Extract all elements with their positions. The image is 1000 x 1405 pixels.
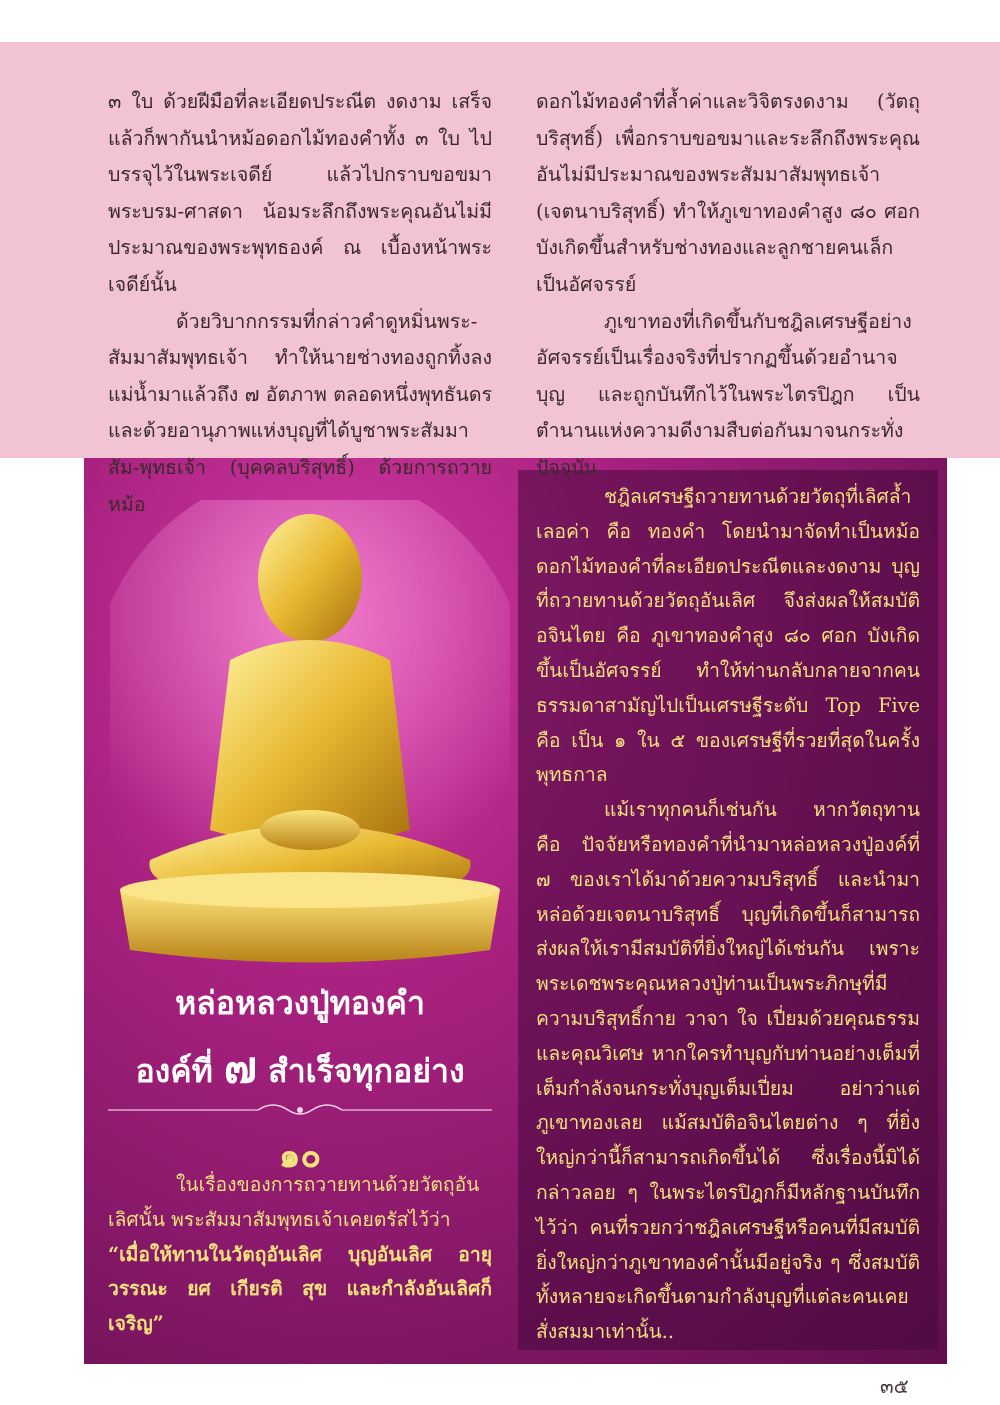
caption-line-1: หล่อหลวงปู่ทองคำ [175,984,425,1022]
caption-suffix: สำเร็จทุกอย่าง [268,1052,465,1090]
section-number: ๑๐ [278,1136,322,1176]
quote: “เมื่อให้ทานในวัตถุอันเลิศ บุญอันเลิศ อายุ วรรณะ ยศ เกียรติ สุข และกำลังอันเลิศก็เจริญ” [108,1242,492,1336]
bottom-right-column [536,480,920,1350]
paragraph: ภูเขาทองที่เกิดขึ้นกับชฎิลเศรษฐีอย่างอัศจรรย์เป็นเรื่องจริงที่ปรากฏขึ้นด้วยอำนาจบุญ และถูกบันทึกไว้ในพระไตรปิฎก เป็นตำนานแห่งความดีงามสืบต่อกันมาจนกระทั่งปัจจุบัน [536,309,920,479]
caption-prefix: องค์ที่ [135,1052,213,1090]
paragraph: ด้วยวิบากกรรมที่กล่าวคำดูหมิ่นพระ-สัมมาสัมพุทธเจ้า ทำให้นายช่างทองถูกทิ้งลงแม่น้ำมาแล้วถึง ๗ อัตภาพ ตลอดหนึ่งพุทธันดร และด้วยอานุภาพแห่งบุญที่ได้บูชาพระสัมมาสัม-พุทธเจ้า (บุคคลบริสุทธิ์) ด้วยการถวายหม้อ [108,309,492,516]
page-number: ๓๕ [880,1374,909,1398]
top-left-column [108,84,492,523]
caption-number: ๗ [223,1042,258,1093]
paragraph: แม้เราทุกคนก็เช่นกัน หากวัตถุทาน คือ ปัจจัยหรือทองคำที่นำมาหล่อหลวงปู่องค์ที่ ๗ ของเราได้มาด้วยความบริสุทธิ์ และนำมาหล่อด้วยเจตนาบริสุทธิ์ บุญที่เกิดขึ้นก็สามารถส่งผลให้เรามีสมบัติที่ยิ่งใหญ่ได้เช่นกัน เพราะพระเดชพระคุณหลวงปู่ท่านเป็นพระภิกษุที่มีความบริสุทธิ์กาย วาจา ใจ เปี่ยมด้วยคุณธรรมและคุณวิเศษ หากใครทำบุญกับท่านอย่างเต็มที่เต็มกำลังจนกระทั่งบุญเต็มเปี่ยม อย่าว่าแต่ภูเขาทองเลย แม้สมบัติอจินไตยต่าง ๆ ที่ยิ่งใหญ่กว่านี้ก็สามารถเกิดขึ้นได้ ซึ่งเรื่องนี้มิได้กล่าวลอย ๆ ในพระไตรปิฎกก็มีหลักฐานบันทึกไว้ว่า คนที่รวยกว่าชฎิลเศรษฐีหรือคนที่มีสมบัติยิ่งใหญ่กว่าภูเขาทองคำนั้นมีอยู่จริง ๆ ซึ่งสมบัติทั้งหลายจะเกิดขึ้นตามกำลังบุญที่แต่ละคนเคยสั่งสมมาเท่านั้น.. [536,798,920,1344]
bottom-left-column [108,1168,492,1342]
paragraph: ในเรื่องของการถวายทานด้วยวัตถุอันเลิศนั้น พระสัมมาสัมพุทธเจ้าเคยตรัสไว้ว่า [108,1173,480,1231]
paragraph: ชฎิลเศรษฐีถวายทานด้วยวัตถุที่เลิศล้ำเลอค่า คือ ทองคำ โดยนำมาจัดทำเป็นหม้อดอกไม้ทองคำที่ละเอียดประณีตและงดงาม บุญที่ถวายทานด้วยวัตถุอันเลิศ จึงส่งผลให้สมบัติอจินไตย คือ ภูเขาทองคำสูง ๘๐ ศอก บังเกิดขึ้นเป็นอัศจรรย์ ทำให้ท่านกลับกลายจากคนธรรมดาสามัญไปเป็นเศรษฐีระดับ Top Five คือ เป็น ๑ ใน ๕ ของเศรษฐีที่รวยที่สุดในครั้งพุทธกาล [536,485,920,787]
top-right-column [536,84,920,487]
golden-monk-statue [110,500,510,970]
ornament-divider [108,1100,492,1120]
paragraph: ๓ ใบ ด้วยฝีมือที่ละเอียดประณีต งดงาม เสร็จแล้วก็พากันนำหม้อดอกไม้ทองคำทั้ง ๓ ใบ ไปบรรจุไว้ในพระเจดีย์ แล้วไปกราบขอขมาพระบรม-ศาสดา น้อมระลึกถึงพระคุณอันไม่มีประมาณของพระพุทธองค์ ณ เบื้องหน้าพระเจดีย์นั้น [108,90,492,296]
caption-line-2 [100,1032,500,1102]
paragraph: ดอกไม้ทองคำที่ล้ำค่าและวิจิตรงดงาม (วัตถุบริสุทธิ์) เพื่อกราบขอขมาและระลึกถึงพระคุณอันไม่มีประมาณของพระสัมมาสัมพุทธเจ้า (เจตนาบริสุทธิ์) ทำให้ภูเขาทองคำสูง ๘๐ ศอก บังเกิดขึ้นสำหรับช่างทองและลูกชายคนเล็กเป็นอัศจรรย์ [536,90,920,296]
